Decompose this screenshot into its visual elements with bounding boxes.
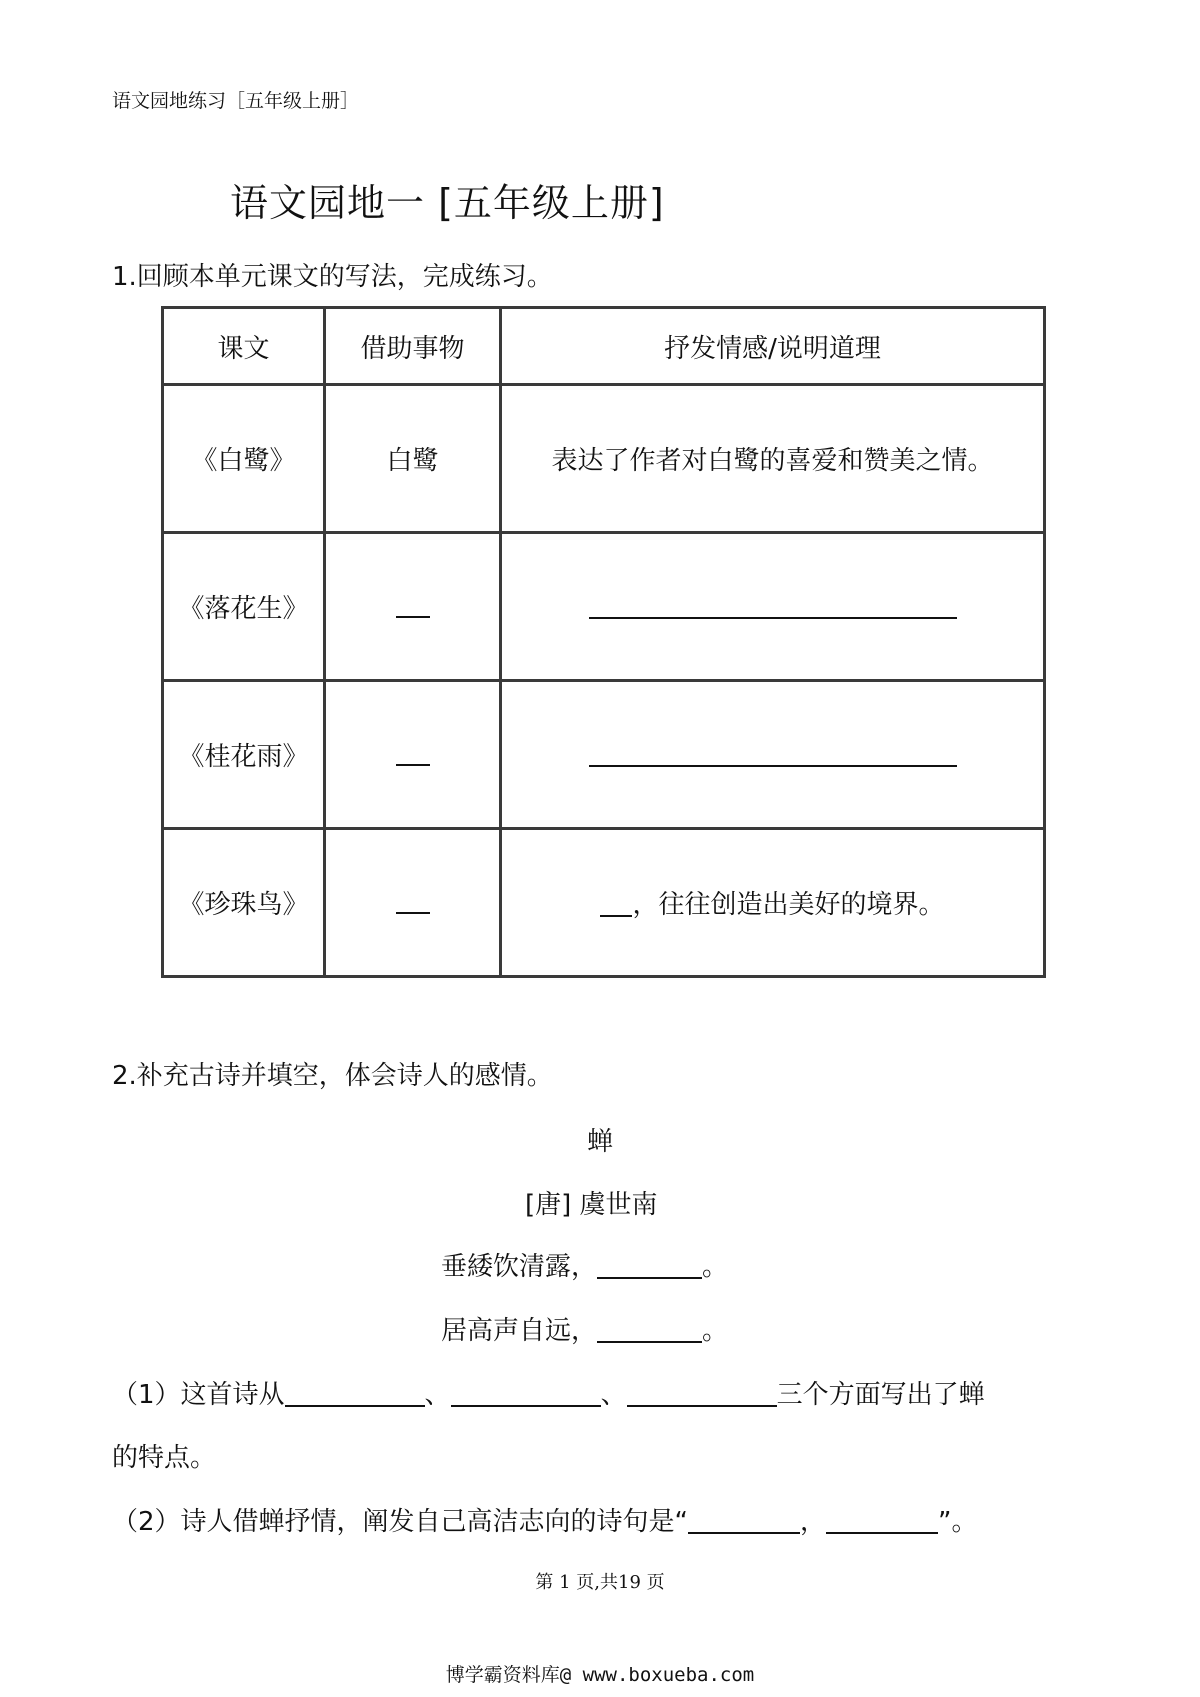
object-answer-blank[interactable] xyxy=(396,590,430,618)
separator: 、 xyxy=(600,1380,627,1410)
table-header-row xyxy=(163,308,1045,385)
page-footer: 第 1 页,共19 页 xyxy=(535,1572,665,1593)
sub-question-1-blank-3[interactable] xyxy=(627,1379,777,1407)
feeling-cell: 表达了作者对白鹭的喜爱和赞美之情。 xyxy=(501,385,1045,533)
poem-line-1-period: 。 xyxy=(702,1252,729,1282)
feeling-answer-blank[interactable] xyxy=(600,889,632,917)
sub-question-1 xyxy=(112,1374,985,1411)
feeling-text: ，往往创造出美好的境界。 xyxy=(632,890,945,921)
feeling-cell xyxy=(501,829,1045,977)
sub-question-2-blank-2[interactable] xyxy=(826,1506,938,1534)
object-blank-cell xyxy=(325,533,501,681)
object-answer-blank[interactable] xyxy=(396,886,430,914)
question-2-prompt: 2.补充古诗并填空，体会诗人的感情。 xyxy=(112,1061,553,1091)
table-row xyxy=(163,385,1045,533)
feeling-answer-blank[interactable] xyxy=(589,735,957,767)
lesson-cell: 《桂花雨》 xyxy=(163,681,325,829)
page-header: 语文园地练习［五年级上册］ xyxy=(112,90,360,112)
sub-question-1-text-a: （1）这首诗从 xyxy=(112,1380,285,1410)
sub-question-2-blank-1[interactable] xyxy=(688,1506,800,1534)
table-header-lesson: 课文 xyxy=(163,308,325,385)
object-blank-cell xyxy=(325,829,501,977)
writing-methods-table xyxy=(161,306,1046,978)
sub-question-2-end: ”。 xyxy=(938,1507,978,1537)
watermark: 博学霸资料库@ www.boxueba.com xyxy=(445,1664,755,1686)
sub-question-2-text: （2）诗人借蝉抒情，阐发自己高洁志向的诗句是“ xyxy=(112,1507,689,1537)
separator: 、 xyxy=(424,1380,451,1410)
question-1-prompt: 1.回顾本单元课文的写法，完成练习。 xyxy=(112,262,553,292)
sub-question-1-blank-2[interactable] xyxy=(451,1379,601,1407)
poem-author: [唐] 虞世南 xyxy=(525,1190,658,1220)
feeling-blank-cell xyxy=(501,681,1045,829)
sub-question-1-continuation: 的特点。 xyxy=(112,1443,217,1473)
table-row xyxy=(163,533,1045,681)
object-blank-cell xyxy=(325,681,501,829)
feeling-answer-blank[interactable] xyxy=(589,587,957,619)
sub-question-2-comma: ， xyxy=(800,1507,827,1537)
lesson-cell: 《珍珠鸟》 xyxy=(163,829,325,977)
table-header-feeling: 抒发情感/说明道理 xyxy=(501,308,1045,385)
sub-question-2 xyxy=(112,1501,978,1538)
poem-title: 蝉 xyxy=(586,1127,613,1157)
poem-line-1 xyxy=(441,1246,728,1283)
table-row xyxy=(163,681,1045,829)
lesson-cell: 《落花生》 xyxy=(163,533,325,681)
object-cell: 白鹭 xyxy=(325,385,501,533)
poem-line-1-text: 垂緌饮清露， xyxy=(441,1252,598,1282)
poem-line-2-blank[interactable] xyxy=(597,1315,702,1343)
table-header-object: 借助事物 xyxy=(325,308,501,385)
sub-question-1-text-b: 三个方面写出了蝉 xyxy=(776,1380,985,1410)
object-answer-blank[interactable] xyxy=(396,738,430,766)
poem-line-2 xyxy=(441,1310,728,1347)
page-title: 语文园地一 [五年级上册] xyxy=(230,181,665,225)
table-row xyxy=(163,829,1045,977)
poem-line-1-blank[interactable] xyxy=(597,1251,702,1279)
poem-line-2-period: 。 xyxy=(702,1316,729,1346)
feeling-blank-cell xyxy=(501,533,1045,681)
poem-line-2-text: 居高声自远， xyxy=(441,1316,598,1346)
sub-question-1-blank-1[interactable] xyxy=(285,1379,425,1407)
lesson-cell: 《白鹭》 xyxy=(163,385,325,533)
